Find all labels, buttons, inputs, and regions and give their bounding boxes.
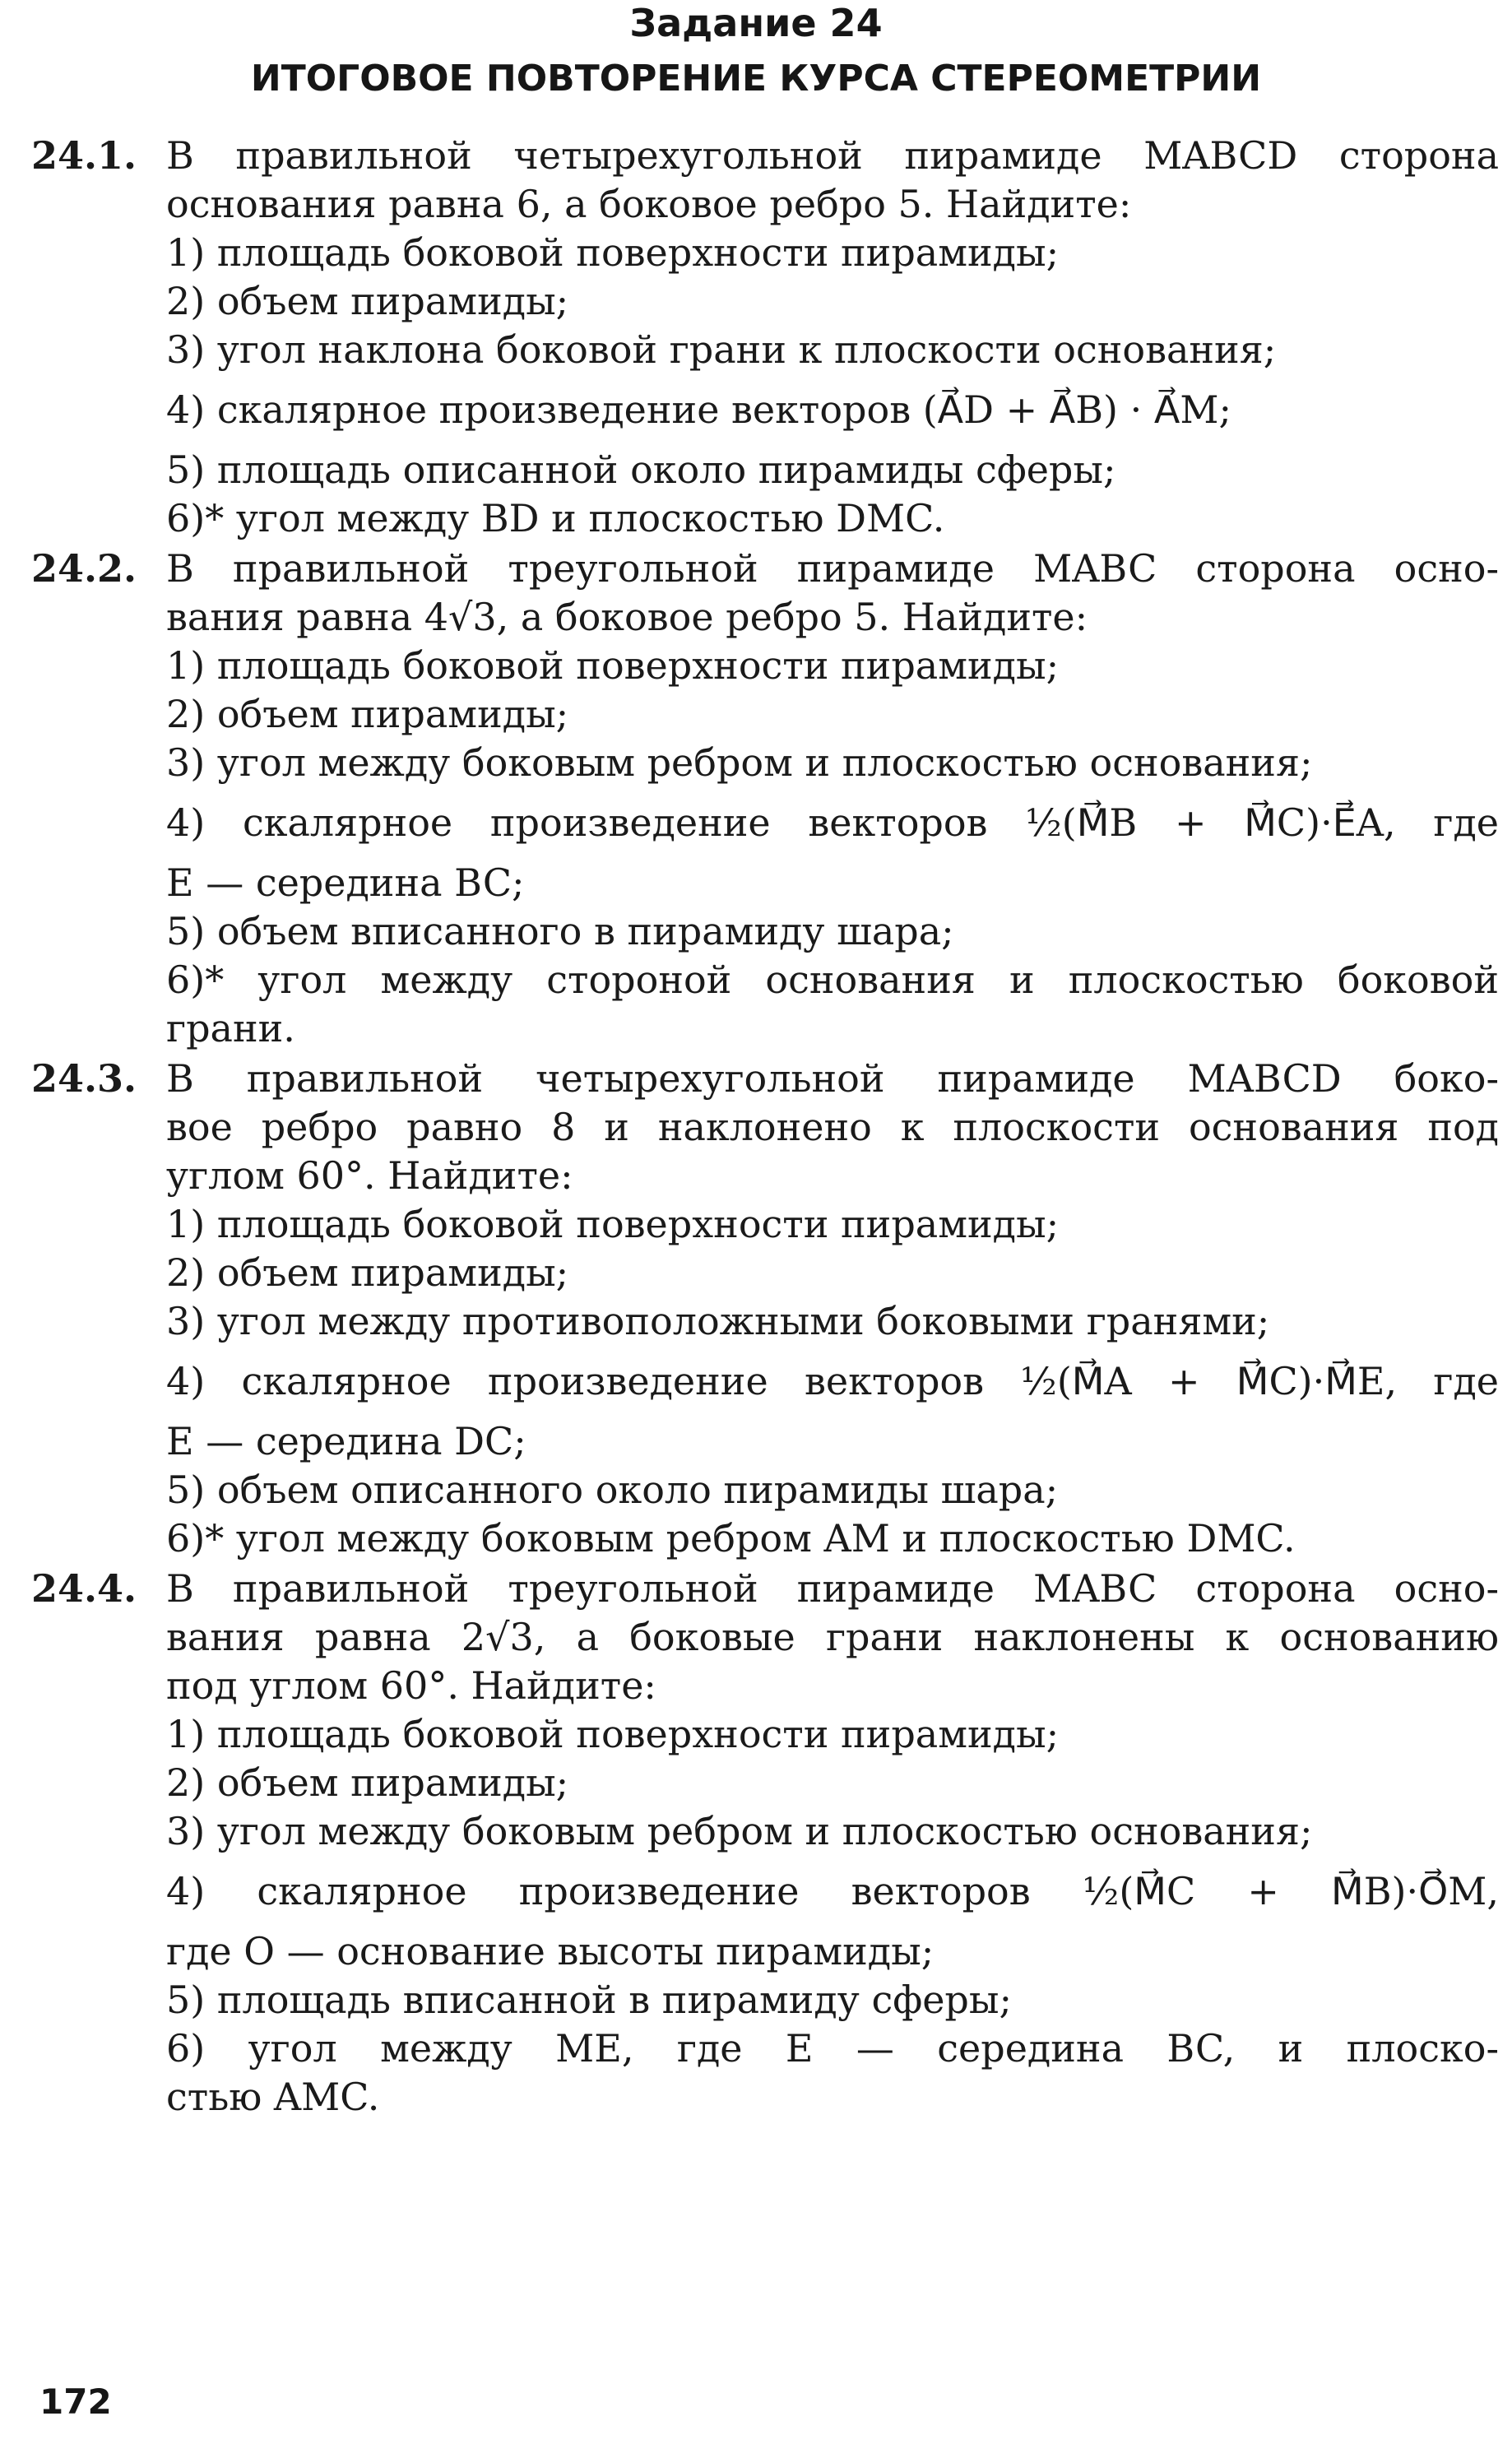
problem-line: 1) площадь боковой поверхности пирамиды; <box>166 230 1060 275</box>
problem-line: вое ребро равно 8 и наклонено к плоскости основания под <box>166 1105 1499 1149</box>
problem-line: 4) скалярное произведение векторов ½(M⃗C + M⃗B)·O⃗M, <box>166 1869 1499 1913</box>
problem-line: основания равна 6, а боковое ребро 5. Найдите: <box>166 182 1132 226</box>
problem-line: 5) объем вписанного в пирамиду шара; <box>166 909 954 953</box>
problem-line: грани. <box>166 1006 295 1050</box>
problem-line: 6) угол между ME, где E — середина BC, и плоско- <box>166 2026 1499 2071</box>
problem-24-1 <box>0 132 1512 543</box>
task-title: Задание 24 <box>629 1 883 45</box>
problem-line: стью AMC. <box>166 2075 380 2119</box>
problem-line: 6)* угол между BD и плоскостью DMC. <box>166 496 945 540</box>
problem-line: 2) объем пирамиды; <box>166 1250 569 1295</box>
problem-line: 2) объем пирамиды; <box>166 1760 569 1805</box>
problem-line: вания равна 2√3, а боковые грани наклонены к основанию <box>166 1615 1499 1659</box>
problem-line: 4) скалярное произведение векторов ½(M⃗B + M⃗C)·E⃗A, где <box>166 800 1499 845</box>
problem-line: В правильной четырехугольной пирамиде MABCD сторона <box>166 133 1499 178</box>
problem-line: под углом 60°. Найдите: <box>166 1663 656 1708</box>
problem-line: 3) угол наклона боковой грани к плоскости основания; <box>166 327 1277 372</box>
page-number: 172 <box>39 2381 112 2422</box>
problem-line: 1) площадь боковой поверхности пирамиды; <box>166 1202 1060 1246</box>
problem-line: 2) объем пирамиды; <box>166 692 569 736</box>
problem-number: 24.3. <box>31 1056 137 1101</box>
problems-list <box>0 132 1512 2123</box>
problem-24-2 <box>0 545 1512 1053</box>
problem-line: 3) угол между боковым ребром и плоскостью основания; <box>166 1809 1313 1853</box>
problem-line: 1) площадь боковой поверхности пирамиды; <box>166 643 1060 688</box>
problem-number: 24.1. <box>31 133 137 178</box>
problem-number: 24.2. <box>31 546 137 591</box>
problem-line: 2) объем пирамиды; <box>166 279 569 323</box>
problem-line: В правильной четырехугольной пирамиде MABCD боко- <box>166 1056 1499 1101</box>
problem-line: В правильной треугольной пирамиде MABC сторона осно- <box>166 1566 1499 1611</box>
problem-line: 5) объем описанного около пирамиды шара; <box>166 1468 1059 1512</box>
problem-line: 4) скалярное произведение векторов (A⃗D + A⃗B) · A⃗M; <box>166 387 1231 432</box>
problem-line: 4) скалярное произведение векторов ½(M⃗A + M⃗C)·M⃗E, где <box>166 1359 1499 1403</box>
problem-line: E — середина DC; <box>166 1419 526 1463</box>
problem-line: В правильной треугольной пирамиде MABC сторона осно- <box>166 546 1499 591</box>
problem-line: где O — основание высоты пирамиды; <box>166 1929 935 1973</box>
problem-line: 5) площадь описанной около пирамиды сферы; <box>166 448 1116 492</box>
problem-line: 6)* угол между боковым ребром AM и плоскостью DMC. <box>166 1516 1296 1561</box>
section-title: ИТОГОВОЕ ПОВТОРЕНИЕ КУРСА СТЕРЕОМЕТРИИ <box>250 58 1262 100</box>
problem-line: 3) угол между противоположными боковыми гранями; <box>166 1299 1270 1343</box>
problem-line: E — середина BC; <box>166 860 525 905</box>
problem-line: 6)* угол между стороной основания и плоскостью боковой <box>166 958 1499 1002</box>
problem-line: углом 60°. Найдите: <box>166 1153 573 1198</box>
problem-24-4 <box>0 1565 1512 2122</box>
problem-line: вания равна 4√3, а боковое ребро 5. Найдите: <box>166 595 1088 639</box>
problem-number: 24.4. <box>31 1566 137 1611</box>
problem-line: 1) площадь боковой поверхности пирамиды; <box>166 1712 1060 1756</box>
problem-line: 3) угол между боковым ребром и плоскостью основания; <box>166 740 1313 785</box>
problem-24-3 <box>0 1055 1512 1563</box>
problem-line: 5) площадь вписанной в пирамиду сферы; <box>166 1978 1012 2022</box>
